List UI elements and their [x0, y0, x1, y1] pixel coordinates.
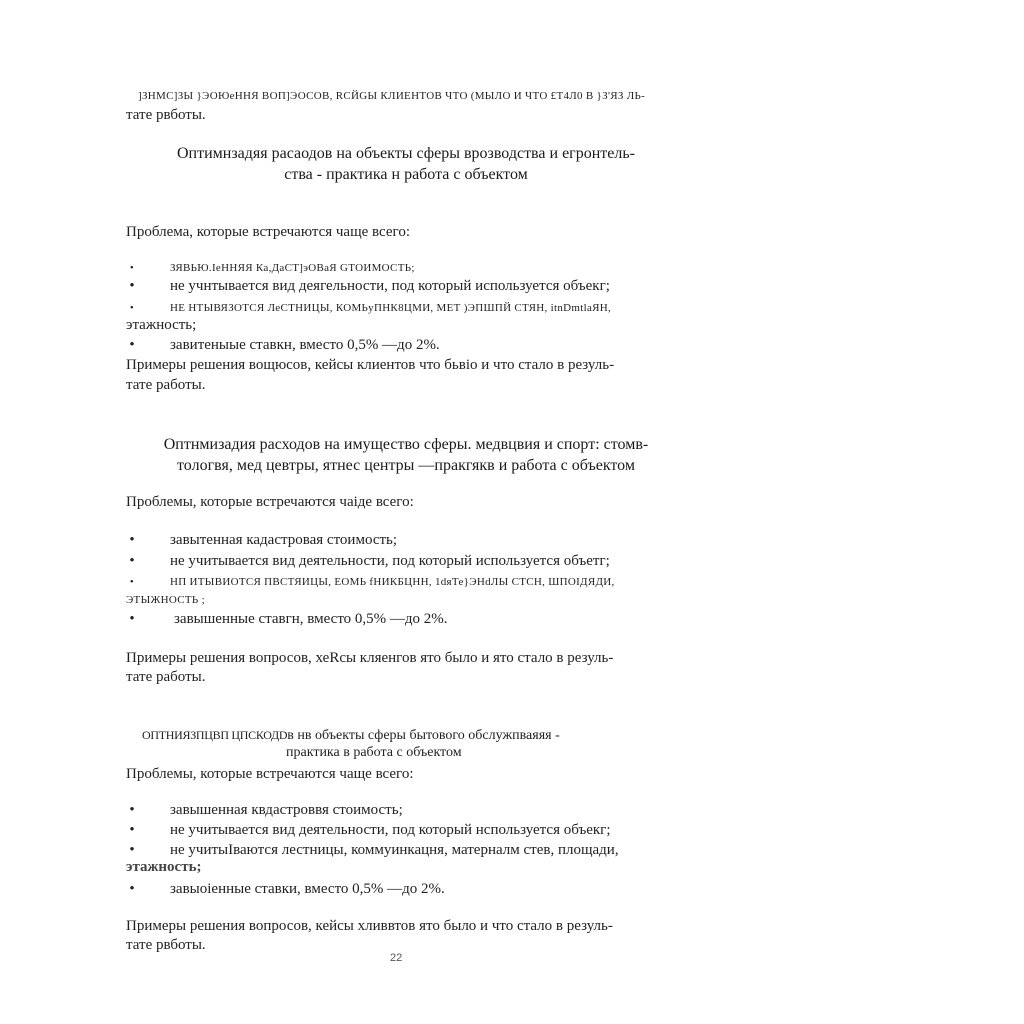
problems-intro: Проблемы, которые встречаются чаіде всего: — [126, 494, 414, 510]
list-item-text: не учитывается вид деятельности, под который нспользуется объекг; — [170, 822, 611, 838]
list-item-text: завышенные ставгн, вместо 0,5% —до 2%. — [174, 611, 448, 627]
examples-line: Примеры решения вощюсов, кейсы клиентов что бьвіо и что стало в резуль- — [126, 357, 615, 373]
section-heading: тологвя, мед цевтры, ятнес центры —пракгякв и работа с объектом — [177, 457, 635, 474]
bullet-marker: • — [129, 881, 135, 897]
list-item-text: НП ИТЫВИОТСЯ ПВСТЯИЦЫ, ЕОМЬ fНИКБЦНН, 1dяТе}ЭНdЛЫ СТСН, ШПОIДЯДИ, — [170, 576, 615, 588]
list-item-continuation: ЭТЫЖНОСТЬ ; — [126, 594, 205, 606]
bullet-marker: • — [129, 611, 135, 627]
examples-line: Примеры решения вопросов, хеRсы кляенгов ято было и ято стало в резуль- — [126, 650, 614, 666]
bullet-marker: • — [129, 802, 135, 818]
bullet-marker: • — [129, 532, 135, 548]
examples-line: Примеры решения вопросов, кейсы хливвтов ято было и что стало в резуль- — [126, 918, 613, 934]
section-heading: практика в работа с объектом — [286, 745, 462, 760]
section-heading: Оптимнзадяя расаодов на объекты сферы врозводства и егронтель- — [176, 145, 635, 162]
paragraph-line: ]ЗНМС]ЗЫ }ЭОЮеННЯ ВОП]ЭОСОВ, RСЙGЫ КЛИЕНТОВ ЧТО (МЫЛО И ЧТО £Т4Л0 В }З'ЯЗ ЛЬ- — [138, 90, 646, 102]
section-heading: ства - практика н работа с объектом — [284, 166, 528, 183]
list-item-text: завытенная кадастровая стоимость; — [170, 532, 398, 548]
bullet-marker: • — [129, 822, 135, 838]
section-heading-rest: в нв объекты сферы бытового обслужпваяяя - — [287, 728, 560, 743]
section-heading-garbled: ОПТНИЯЗПЦВП ЦПСКОДD — [142, 728, 288, 742]
bullet-marker: • — [129, 278, 135, 294]
bullet-marker: • — [129, 337, 135, 353]
examples-line: тате рвботы. — [126, 937, 206, 953]
examples-line: тате работы. — [126, 669, 206, 685]
problems-intro: Проблема, которые встречаются чаще всего: — [126, 224, 410, 240]
list-item-continuation: этажность; — [126, 859, 202, 875]
problems-intro: Проблемы, которые встречаются чаще всего: — [126, 766, 414, 782]
list-item-text: завышенная квдастроввя стоимость; — [170, 802, 403, 818]
paragraph-line: тате рвботы. — [126, 107, 206, 123]
bullet-marker: • — [129, 302, 135, 314]
section-heading: Оптнмизадия расходов на имущество сферы. медвцвия и спорт: стомв- — [163, 436, 649, 453]
bullet-marker: • — [129, 576, 135, 588]
list-item-text: завитеныые ставкн, вместо 0,5% —до 2%. — [170, 337, 440, 353]
list-item-continuation: этажность; — [126, 317, 197, 333]
bullet-marker: • — [129, 842, 135, 858]
list-item-text: НЕ НТЫВЯЗОТСЯ ЛеСТНИЦЫ, КОМЬуПНК8ЦМИ, МЕТ )ЭПШПЙ СТЯН, itnDmtlaЯН, — [170, 302, 612, 314]
list-item-text: ЗЯВЬЮ.IеННЯЯ Ка,ДаСТ]эОВаЯ GТОИМОСТЬ; — [170, 262, 415, 274]
bullet-marker: • — [129, 553, 135, 569]
list-item-text: не учитывается вид деятельности, под который используется объетг; — [170, 553, 610, 569]
list-item-text: не учитыIваются лестницы, коммуинкацня, матерналм стев, площади, — [170, 842, 619, 858]
page-number: 22 — [390, 952, 403, 964]
bullet-marker: • — [129, 262, 135, 274]
list-item-text: завыоіенные ставки, вместо 0,5% —до 2%. — [170, 881, 445, 897]
examples-line: тате работы. — [126, 377, 206, 393]
list-item-text: не учнтывается вид деягельности, под который используется объекг; — [170, 278, 610, 294]
